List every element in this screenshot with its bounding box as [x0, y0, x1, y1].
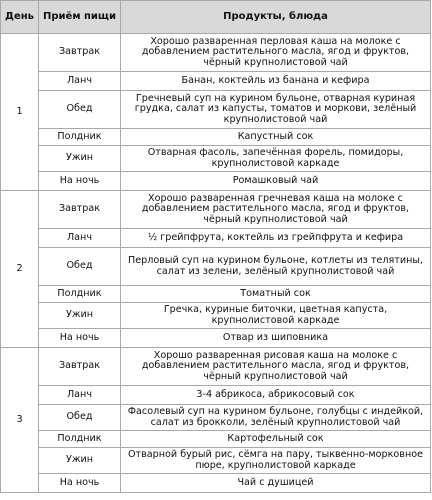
table-row	[1, 348, 431, 386]
table-row	[1, 248, 431, 286]
header-meal: Приём пищи	[39, 1, 121, 34]
meal-food: 3-4 абрикоса, абрикосовый сок	[121, 386, 431, 405]
day-number-3: 3	[1, 348, 39, 493]
table-row	[1, 286, 431, 303]
meal-name: Ужин	[39, 448, 121, 474]
meal-food: Ромашковый чай	[121, 172, 431, 191]
meal-name: Обед	[39, 248, 121, 286]
table-row	[1, 34, 431, 72]
meal-name: Ужин	[39, 146, 121, 172]
meal-name: Ланч	[39, 386, 121, 405]
table-row	[1, 431, 431, 448]
meal-food: Хорошо разваренная гречневая каша на молоке с добавлением растительного масла, ягод и фруктов, чёрный крупнолистовой чай	[121, 191, 431, 229]
meal-food: Хорошо разваренная перловая каша на молоке с добавлением растительного масла, ягод и фруктов, чёрный крупнолистовой чай	[121, 34, 431, 72]
meal-name: Обед	[39, 91, 121, 129]
meal-name: Ужин	[39, 303, 121, 329]
meal-food: Отвар из шиповника	[121, 329, 431, 348]
meal-food: Картофельный сок	[121, 431, 431, 448]
meal-name: Обед	[39, 405, 121, 431]
table-row	[1, 303, 431, 329]
meal-name: Полдник	[39, 286, 121, 303]
day-number-2: 2	[1, 191, 39, 348]
meal-food: Хорошо разваренная рисовая каша на молоке с добавлением растительного масла, ягод и фруктов, чёрный крупнолистовой чай	[121, 348, 431, 386]
meal-name: Завтрак	[39, 34, 121, 72]
table-row	[1, 72, 431, 91]
meal-name: Полдник	[39, 431, 121, 448]
header-food: Продукты, блюда	[121, 1, 431, 34]
table-row	[1, 146, 431, 172]
meal-name: На ночь	[39, 172, 121, 191]
meal-name: На ночь	[39, 329, 121, 348]
table-row	[1, 191, 431, 229]
header-day: День	[1, 1, 39, 34]
table-row	[1, 329, 431, 348]
table-row	[1, 474, 431, 493]
meal-name: Завтрак	[39, 191, 121, 229]
table-row	[1, 172, 431, 191]
meal-food: Капустный сок	[121, 129, 431, 146]
table-row	[1, 91, 431, 129]
day-number-1: 1	[1, 34, 39, 191]
meal-name: На ночь	[39, 474, 121, 493]
table-row	[1, 229, 431, 248]
meal-food: Перловый суп на курином бульоне, котлеты из телятины, салат из зелени, зелёный крупнолистовой чай	[121, 248, 431, 286]
meal-food: Томатный сок	[121, 286, 431, 303]
meal-food: Чай с душицей	[121, 474, 431, 493]
meal-name: Завтрак	[39, 348, 121, 386]
table-row	[1, 386, 431, 405]
meal-food: Гречка, куриные биточки, цветная капуста, крупнолистовой каркаде	[121, 303, 431, 329]
meal-food: Банан, коктейль из банана и кефира	[121, 72, 431, 91]
meal-name: Полдник	[39, 129, 121, 146]
meal-food: Гречневый суп на курином бульоне, отварная куриная грудка, салат из капусты, томатов и моркови, зелёный крупнолистовой чай	[121, 91, 431, 129]
meal-food: Фасолевый суп на курином бульоне, голубцы с индейкой, салат из брокколи, зелёный крупнолистовой чай	[121, 405, 431, 431]
table-row	[1, 448, 431, 474]
table-row	[1, 405, 431, 431]
meal-food: ½ грейпфрута, коктейль из грейпфрута и кефира	[121, 229, 431, 248]
table-row	[1, 129, 431, 146]
meal-name: Ланч	[39, 229, 121, 248]
table-header-row	[1, 1, 431, 34]
meal-food: Отварной бурый рис, сёмга на пару, тыквенно-морковное пюре, крупнолистовой каркаде	[121, 448, 431, 474]
meal-food: Отварная фасоль, запечённая форель, помидоры, крупнолистовой каркаде	[121, 146, 431, 172]
meal-name: Ланч	[39, 72, 121, 91]
